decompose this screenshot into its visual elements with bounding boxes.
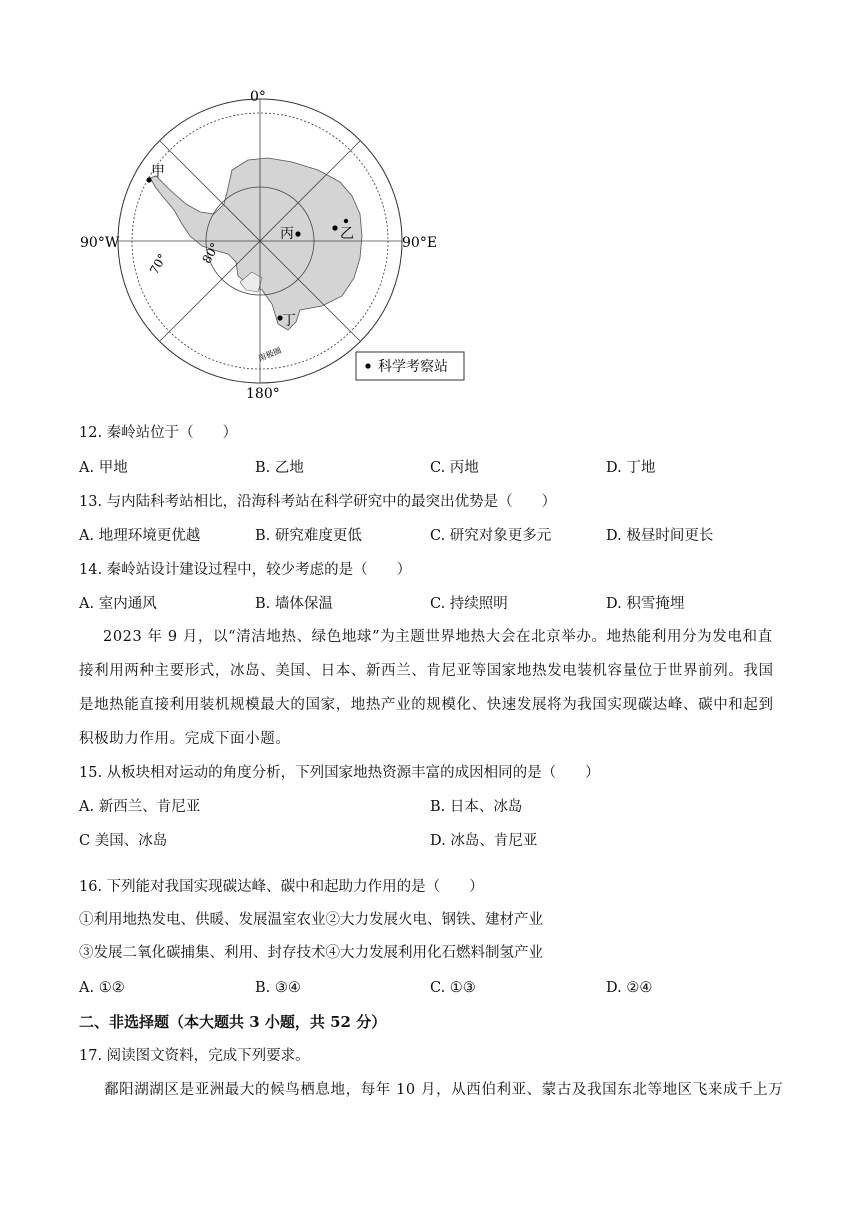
q14-option-d: D. 积雪掩埋 — [606, 596, 685, 612]
passage-geothermal — [79, 620, 781, 756]
legend-station-marker — [365, 363, 370, 368]
label-0-degree: 0° — [250, 89, 266, 105]
q15-option-d: D. 冰岛、肯尼亚 — [430, 833, 538, 849]
q16-items-line-2: ③发展二氧化碳捕集、利用、封存技术④大力发展利用化石燃料制氢产业 — [79, 945, 543, 961]
q16-option-d: D. ②④ — [606, 980, 653, 996]
passage-poyang: 鄱阳湖湖区是亚洲最大的候鸟栖息地，每年 10 月，从西伯利亚、蒙古及我国东北等地区飞来成千上万 — [104, 1082, 784, 1098]
q13-option-b: B. 研究难度更低 — [255, 528, 362, 544]
q13-option-d: D. 极昼时间更长 — [606, 528, 714, 544]
q14-option-a: A. 室内通风 — [79, 596, 157, 612]
q12-option-b: B. 乙地 — [255, 460, 304, 476]
question-15-stem: 15. 从板块相对运动的角度分析，下列国家地热资源丰富的成因相同的是（ ） — [79, 765, 600, 781]
station-jia-label: 甲 — [151, 164, 165, 180]
antarctica-map — [70, 82, 470, 402]
q14-option-c: C. 持续照明 — [430, 596, 508, 612]
q15-option-a: A. 新西兰、肯尼亚 — [79, 799, 201, 815]
station-yi-marker — [332, 225, 337, 230]
q16-option-b: B. ③④ — [255, 980, 301, 996]
q16-option-c: C. ①③ — [430, 980, 476, 996]
label-180-degree: 180° — [246, 386, 280, 402]
label-90W: 90°W — [80, 235, 120, 251]
q12-option-a: A. 甲地 — [79, 460, 128, 476]
station-bing-marker — [295, 231, 300, 236]
station-bing-label: 丙 — [280, 226, 294, 242]
q13-option-c: C. 研究对象更多元 — [430, 528, 552, 544]
question-17-stem: 17. 阅读图文资料，完成下列要求。 — [79, 1048, 310, 1064]
label-70-degree: 70° — [146, 251, 170, 277]
question-16-stem: 16. 下列能对我国实现碳达峰、碳中和起助力作用的是（ ） — [79, 879, 484, 895]
q15-option-c: C 美国、冰岛 — [79, 833, 168, 849]
q14-option-b: B. 墙体保温 — [255, 596, 333, 612]
station-ding-label: 丁 — [282, 313, 296, 329]
legend-label: 科学考察站 — [378, 359, 448, 375]
q16-option-a: A. ①② — [79, 980, 125, 996]
question-14-stem: 14. 秦岭站设计建设过程中，较少考虑的是（ ） — [79, 562, 412, 578]
section-2-heading: 二、非选择题（本大题共 3 小题，共 52 分） — [79, 1013, 387, 1031]
q13-option-a: A. 地理环境更优越 — [79, 528, 201, 544]
label-90E: 90°E — [402, 235, 438, 251]
question-13-stem: 13. 与内陆科考站相比，沿海科考站在科学研究中的最突出优势是（ ） — [79, 494, 557, 510]
q12-option-c: C. 丙地 — [430, 460, 479, 476]
question-12-stem: 12. 秦岭站位于（ ） — [79, 425, 238, 441]
label-antarctic-circle: 南极圈 — [257, 345, 283, 364]
q15-option-b: B. 日本、冰岛 — [430, 799, 523, 815]
station-yi-label: 乙 — [340, 226, 354, 242]
antarctic-continent — [150, 158, 362, 330]
label-80-degree: 80° — [199, 240, 223, 266]
passage-geothermal-text: 2023 年 9 月，以“清洁地热、绿色地球”为主题世界地热大会在北京举办。地热能利用分为发电和直接利用两种主要形式，冰岛、美国、日本、新西兰、肯尼亚等国家地热发电装机容量位于世界前列。我国是地热能直接利用装机规模最大的国家，地热产业的规模化、快速发展将为我国实现碳达峰、碳中和起到积极助力作用。完成下面小题。 — [79, 629, 774, 747]
q12-option-d: D. 丁地 — [606, 460, 656, 476]
q16-items-line-1: ①利用地热发电、供暖、发展温室农业②大力发展火电、钢铁、建材产业 — [79, 912, 543, 928]
